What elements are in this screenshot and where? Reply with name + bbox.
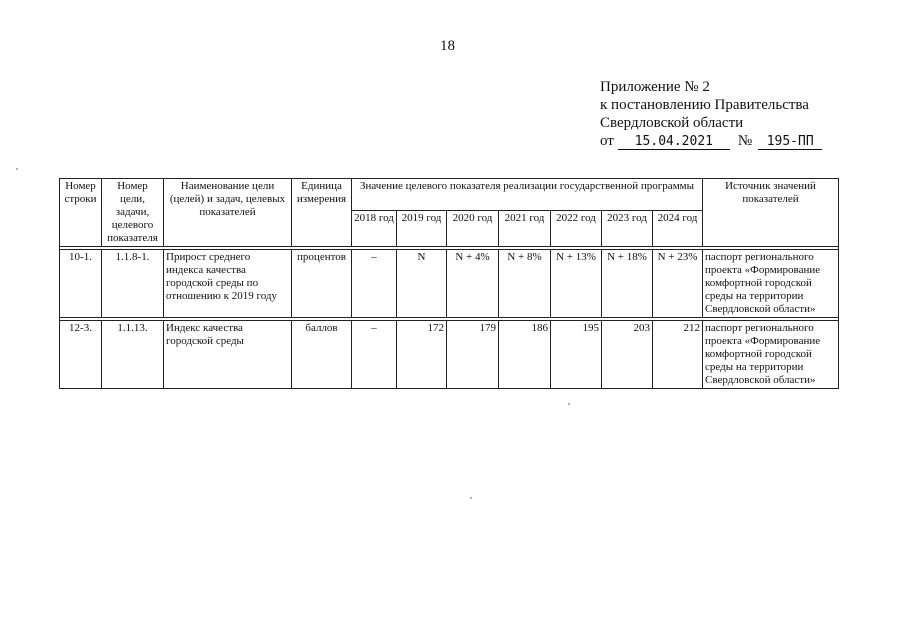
scan-speck	[470, 497, 472, 499]
appendix-resolution-line: к постановлению Правительства	[600, 97, 809, 113]
header-year: 2020 год	[447, 211, 499, 247]
table-row	[60, 250, 839, 318]
header-year: 2019 год	[397, 211, 447, 247]
unit: баллов	[292, 321, 352, 389]
goal-number: 1.1.13.	[102, 321, 164, 389]
indicator-name: Прирост среднего индекса качества городской среды по отношению к 2019 году	[164, 250, 292, 318]
unit: процентов	[292, 250, 352, 318]
goal-number: 1.1.8-1.	[102, 250, 164, 318]
header-year: 2018 год	[352, 211, 397, 247]
value-2022: N + 13%	[551, 250, 602, 318]
header-name: Наименование цели (целей) и задач, целевых показателей	[164, 179, 292, 247]
header-values-group: Значение целевого показателя реализации государственной программы	[352, 179, 703, 211]
value-2023: 203	[602, 321, 653, 389]
source: паспорт регионального проекта «Формирование комфортной городской среды на территории Свердловской области»	[703, 250, 839, 318]
appendix-title: Приложение № 2	[600, 79, 710, 95]
header-goal-number: Номер цели, задачи, целевого показателя	[102, 179, 164, 247]
value-2024: 212	[653, 321, 703, 389]
value-2018: –	[352, 250, 397, 318]
appendix-header	[600, 78, 822, 150]
value-2020: 179	[447, 321, 499, 389]
value-2021: N + 8%	[499, 250, 551, 318]
value-2019: 172	[397, 321, 447, 389]
header-year: 2021 год	[499, 211, 551, 247]
scan-speck	[16, 168, 18, 170]
header-unit: Единица измерения	[292, 179, 352, 247]
value-2018: –	[352, 321, 397, 389]
resolution-date: 15.04.2021	[618, 134, 730, 150]
resolution-number: 195-ПП	[758, 134, 822, 150]
header-row-number: Номер строки	[60, 179, 102, 247]
header-year: 2023 год	[602, 211, 653, 247]
value-2019: N	[397, 250, 447, 318]
value-2023: N + 18%	[602, 250, 653, 318]
row-number: 10-1.	[60, 250, 102, 318]
value-2020: N + 4%	[447, 250, 499, 318]
header-source: Источник значений показателей	[703, 179, 839, 247]
from-prefix: от	[600, 133, 614, 149]
value-2022: 195	[551, 321, 602, 389]
scan-speck	[568, 403, 570, 405]
indicator-name: Индекс качества городской среды	[164, 321, 292, 389]
table-header-row	[60, 179, 839, 211]
value-2021: 186	[499, 321, 551, 389]
appendix-region-line: Свердловской области	[600, 115, 744, 131]
indicators-table	[59, 178, 839, 389]
resolution-date-number-line	[600, 132, 822, 150]
source: паспорт регионального проекта «Формирование комфортной городской среды на территории Свердловской области»	[703, 321, 839, 389]
header-year: 2022 год	[551, 211, 602, 247]
table-row	[60, 321, 839, 389]
number-prefix: №	[737, 133, 753, 149]
row-number: 12-3.	[60, 321, 102, 389]
page-number: 18	[440, 38, 455, 54]
header-year: 2024 год	[653, 211, 703, 247]
value-2024: N + 23%	[653, 250, 703, 318]
